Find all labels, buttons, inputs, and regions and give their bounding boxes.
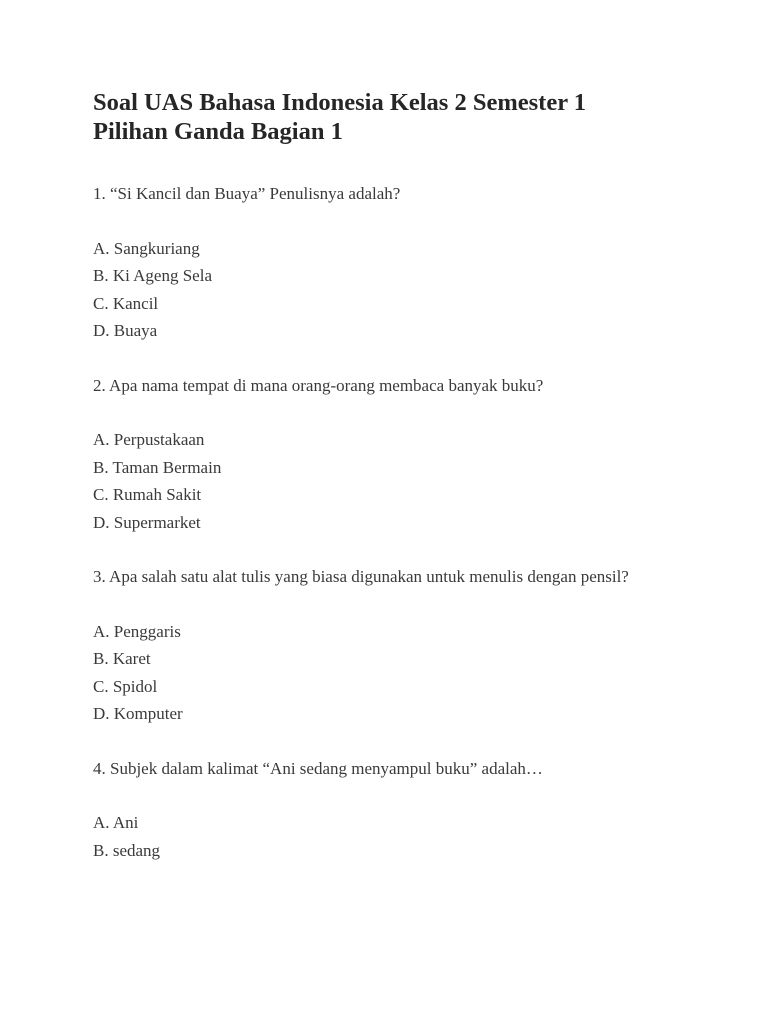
option-b: B. Taman Bermain xyxy=(93,457,222,477)
option-b: B. Karet xyxy=(93,649,151,668)
title-line-1: Soal UAS Bahasa Indonesia Kelas 2 Semester 1 xyxy=(93,89,587,116)
option-d: D. Supermarket xyxy=(93,512,201,532)
option-b: B. Ki Ageng Sela xyxy=(93,266,212,285)
question-2 xyxy=(93,372,683,537)
option-b: B. sedang xyxy=(93,840,161,860)
option-list xyxy=(93,235,683,345)
question-text: 1. “Si Kancil dan Buaya” Penulisnya adalah? xyxy=(93,184,401,203)
question-4 xyxy=(93,755,683,865)
document-title xyxy=(93,88,683,146)
document-page xyxy=(93,88,683,864)
option-list xyxy=(93,426,683,536)
option-c: C. Kancil xyxy=(93,293,159,313)
option-a: A. Penggaris xyxy=(93,621,181,641)
option-list xyxy=(93,618,683,728)
question-text: 2. Apa nama tempat di mana orang-orang membaca banyak buku? xyxy=(93,375,544,395)
option-a: A. Perpustakaan xyxy=(93,430,205,449)
option-c: C. Spidol xyxy=(93,676,158,696)
option-c: C. Rumah Sakit xyxy=(93,485,202,504)
option-d: D. Komputer xyxy=(93,704,183,723)
option-d: D. Buaya xyxy=(93,321,158,340)
title-line-2: Pilihan Ganda Bagian 1 xyxy=(93,118,343,145)
question-3 xyxy=(93,563,683,728)
question-1 xyxy=(93,180,683,345)
option-list xyxy=(93,809,683,864)
question-text: 4. Subjek dalam kalimat “Ani sedang menyampul buku” adalah… xyxy=(93,758,543,778)
option-a: A. Ani xyxy=(93,813,139,832)
question-text: 3. Apa salah satu alat tulis yang biasa digunakan untuk menulis dengan pensil? xyxy=(93,567,629,586)
option-a: A. Sangkuriang xyxy=(93,238,200,258)
